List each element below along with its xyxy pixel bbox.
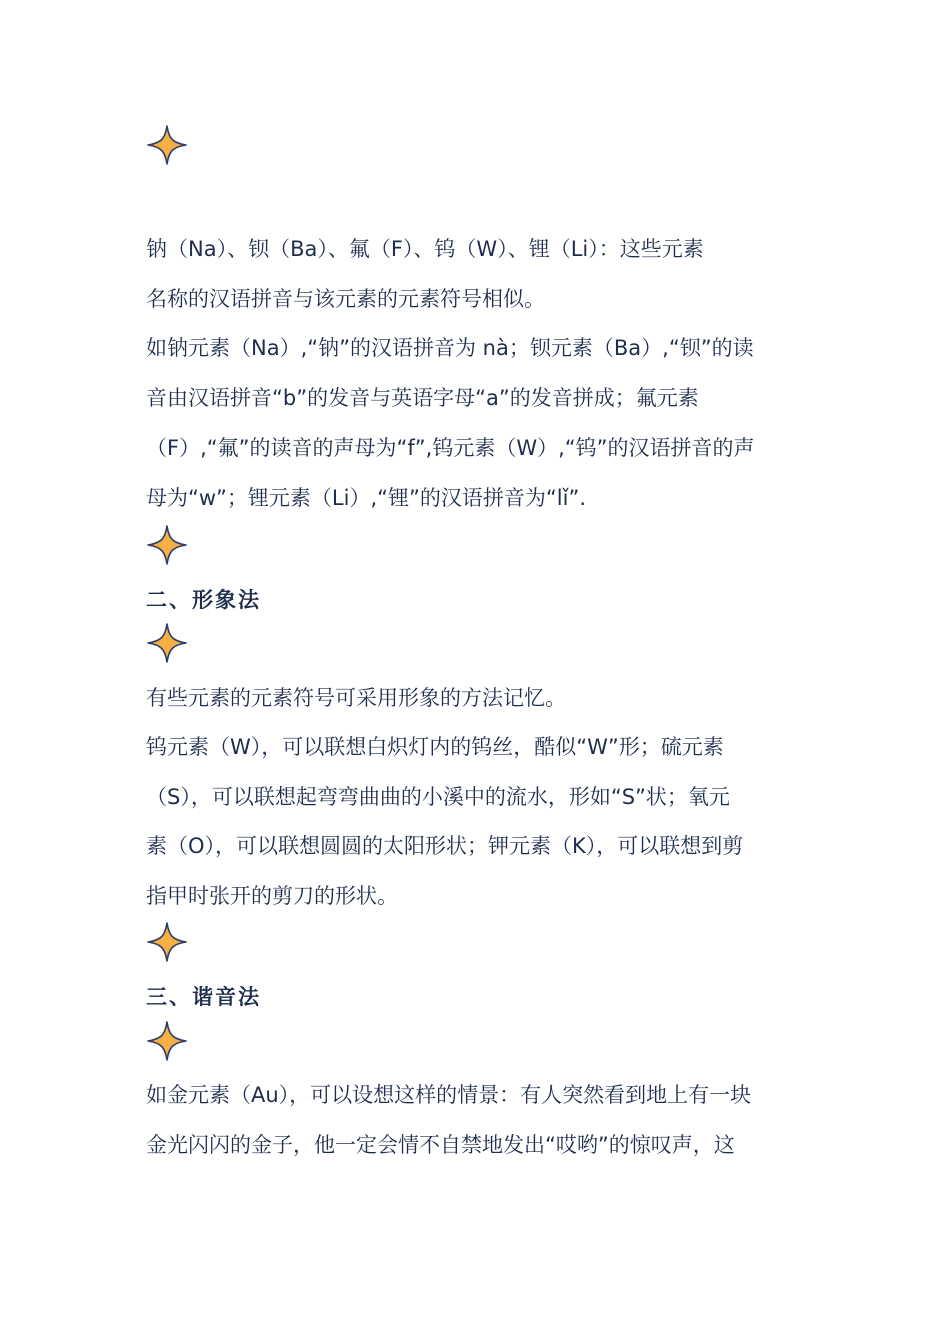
four-point-star-icon (146, 622, 188, 664)
four-point-star-icon (146, 524, 188, 566)
four-point-star-icon (146, 124, 188, 166)
paragraph-line: 母为“w”；锂元素（Li）,“锂”的汉语拼音为“lǐ”. (146, 486, 587, 510)
paragraph-line: 指甲时张开的剪刀的形状。 (146, 884, 398, 908)
four-point-star-icon (146, 921, 188, 963)
section-heading: 三、谐音法 (146, 985, 261, 1009)
paragraph-line: 音由汉语拼音“b”的发音与英语字母“a”的发音拼成；氟元素 (146, 386, 699, 410)
paragraph-line: 素（O），可以联想圆圆的太阳形状；钾元素（K），可以联想到剪 (146, 834, 744, 858)
section-heading: 二、形象法 (146, 588, 261, 612)
paragraph-line: 金光闪闪的金子，他一定会情不自禁地发出“哎哟”的惊叹声，这 (146, 1133, 735, 1157)
paragraph-line: 名称的汉语拼音与该元素的元素符号相似。 (146, 287, 545, 311)
paragraph-line: 钠（Na）、钡（Ba）、氟（F）、钨（W）、锂（Li）：这些元素 (146, 237, 704, 261)
paragraph-line: （S），可以联想起弯弯曲曲的小溪中的流水，形如“S”状；氧元 (146, 785, 730, 809)
paragraph-line: 钨元素（W），可以联想白炽灯内的钨丝，酷似“W”形；硫元素 (146, 735, 724, 759)
four-point-star-icon (146, 1020, 188, 1062)
paragraph-line: 如钠元素（Na）,“钠”的汉语拼音为 nà；钡元素（Ba）,“钡”的读 (146, 336, 754, 360)
paragraph-line: 如金元素（Au），可以设想这样的情景：有人突然看到地上有一块 (146, 1083, 752, 1107)
paragraph-line: （F）,“氟”的读音的声母为“f”,钨元素（W）,“钨”的汉语拼音的声 (146, 436, 755, 460)
paragraph-line: 有些元素的元素符号可采用形象的方法记忆。 (146, 686, 566, 710)
